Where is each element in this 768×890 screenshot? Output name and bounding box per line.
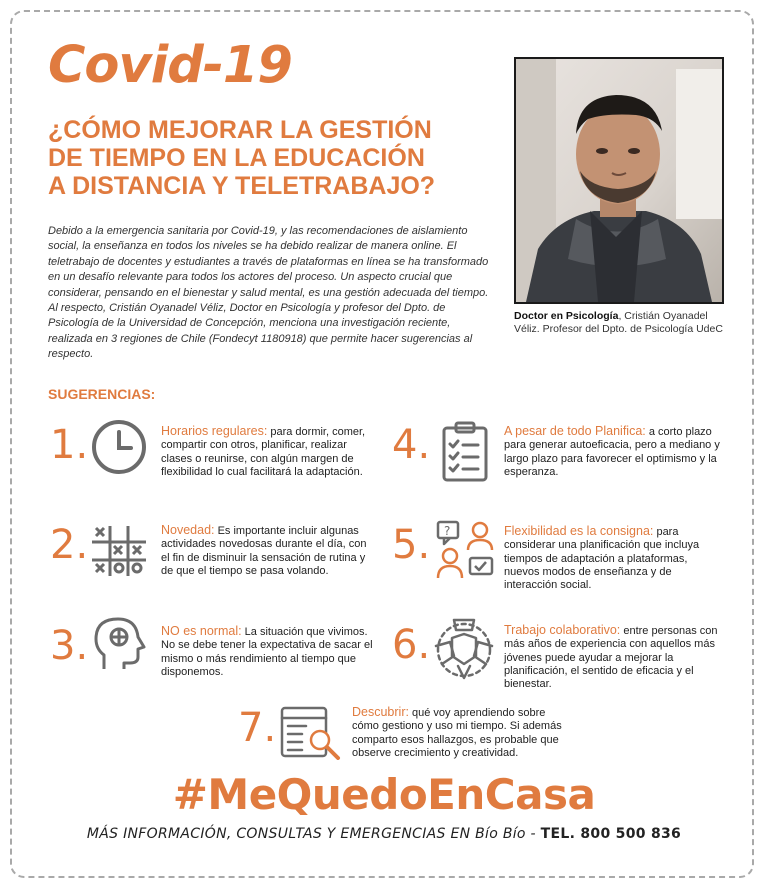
item-5 — [504, 525, 724, 592]
item-2-lead: Novedad: — [161, 523, 215, 537]
headline: ¿CÓMO MEJORAR LA GESTIÓN DE TIEMPO EN LA EDUCACIÓN A DISTANCIA Y TELETRABAJO? — [48, 116, 436, 200]
caption-bold: Doctor en Psicología — [514, 310, 619, 322]
item-4 — [504, 425, 724, 479]
item-6-lead: Trabajo colaborativo: — [504, 623, 621, 637]
item-number-2: 2. — [50, 522, 89, 568]
item-6-text: entre personas con más años de experiencia con aquellos más jóvenes puede ayudar a mejorar la planificación, el sentido de eficacia y el bienestar. — [504, 625, 718, 691]
suggestions-heading: SUGERENCIAS: — [48, 386, 156, 402]
clock-icon — [90, 418, 148, 476]
photo-caption — [514, 310, 726, 336]
clipboard-checklist-icon — [440, 420, 490, 482]
item-number-3: 3. — [50, 623, 89, 669]
svg-text:?: ? — [444, 524, 451, 538]
intro-paragraph: Debido a la emergencia sanitaria por Covid-19, y las recomendaciones de aislamiento social, la enseñanza en todos los niveles se ha debido realizar de manera online. El teletrabajo de docentes y estudiantes a través de plataformas en línea se ha transformado en un desafío relevante para todos los actores del proceso. Un aspecto crucial que considerar, pensando en el bienestar y salud mental, es una gestión adecuada del tiempo. Al respecto, Cristián Oyanadel Véliz, Doctor en Psicología y profesor del Dpto. de Psicología de la Universidad de Concepción, menciona una investigación reciente, realizada en 3 regiones de Chile (Fondecyt 1180918) que permite hacer sugerencias al respecto. — [48, 225, 489, 361]
footer-info: MÁS INFORMACIÓN, CONSULTAS Y EMERGENCIAS EN Bío Bío - — [86, 826, 541, 842]
head-brain-icon — [92, 615, 148, 673]
footer-phone: TEL. 800 500 836 — [540, 826, 682, 842]
item-7-text: qué voy aprendiendo sobre cómo gestiono y uso mi tiempo. Si además comparto esos hallazgos, es probable que observe crecimiento y creatividad. — [352, 707, 562, 759]
page-title: Covid-19 — [48, 36, 292, 95]
item-number-7: 7. — [238, 705, 277, 751]
teamwork-hands-icon — [432, 616, 496, 682]
item-5-text: para considerar una planificación que incluya tiempos de adaptación a plataformas, nuevos modos de enseñanza y de interacción social. — [504, 526, 700, 592]
footer-contact — [0, 826, 768, 842]
item-1 — [161, 425, 376, 479]
document-search-icon — [280, 706, 344, 760]
item-3 — [161, 625, 376, 679]
doctor-photo — [514, 57, 724, 304]
item-1-lead: Horarios regulares: — [161, 424, 268, 438]
caption-text: , Cristián Oyanadel Véliz. Profesor del Dpto. de Psicología UdeC — [514, 310, 723, 335]
item-5-lead: Flexibilidad es la consigna: — [504, 524, 654, 538]
item-number-1: 1. — [50, 422, 89, 468]
item-4-text: a corto plazo para generar autoeficacia, pero a mediano y largo plazo para favorecer el optimismo y la esperanza. — [504, 426, 720, 478]
item-2 — [161, 524, 376, 578]
item-2-text: Es importante incluir algunas actividades novedosas durante el día, con el fin de disminuir la sensación de rutina y de que el tiempo se pasa volando. — [161, 525, 367, 577]
people-chat-icon — [436, 520, 494, 580]
item-number-4: 4. — [392, 422, 431, 468]
item-7-lead: Descubrir: — [352, 705, 409, 719]
hashtag-banner: #MeQuedoEnCasa — [172, 770, 596, 819]
item-7 — [352, 706, 567, 760]
tic-tac-toe-icon — [90, 524, 148, 578]
item-3-lead: NO es normal: — [161, 624, 242, 638]
item-1-text: para dormir, comer, compartir con otros, planificar, realizar clases o reunirse, con algún margen de flexibilidad lo cual facilitará la adaptación. — [161, 426, 366, 478]
item-number-6: 6. — [392, 622, 431, 668]
item-4-lead: A pesar de todo Planifica: — [504, 424, 646, 438]
item-3-text: La situación que vivimos. No se debe tener la expectativa de sacar el mismo o más rendimiento al tiempo que disponemos. — [161, 626, 373, 678]
item-number-5: 5. — [392, 522, 431, 568]
item-6 — [504, 624, 726, 691]
